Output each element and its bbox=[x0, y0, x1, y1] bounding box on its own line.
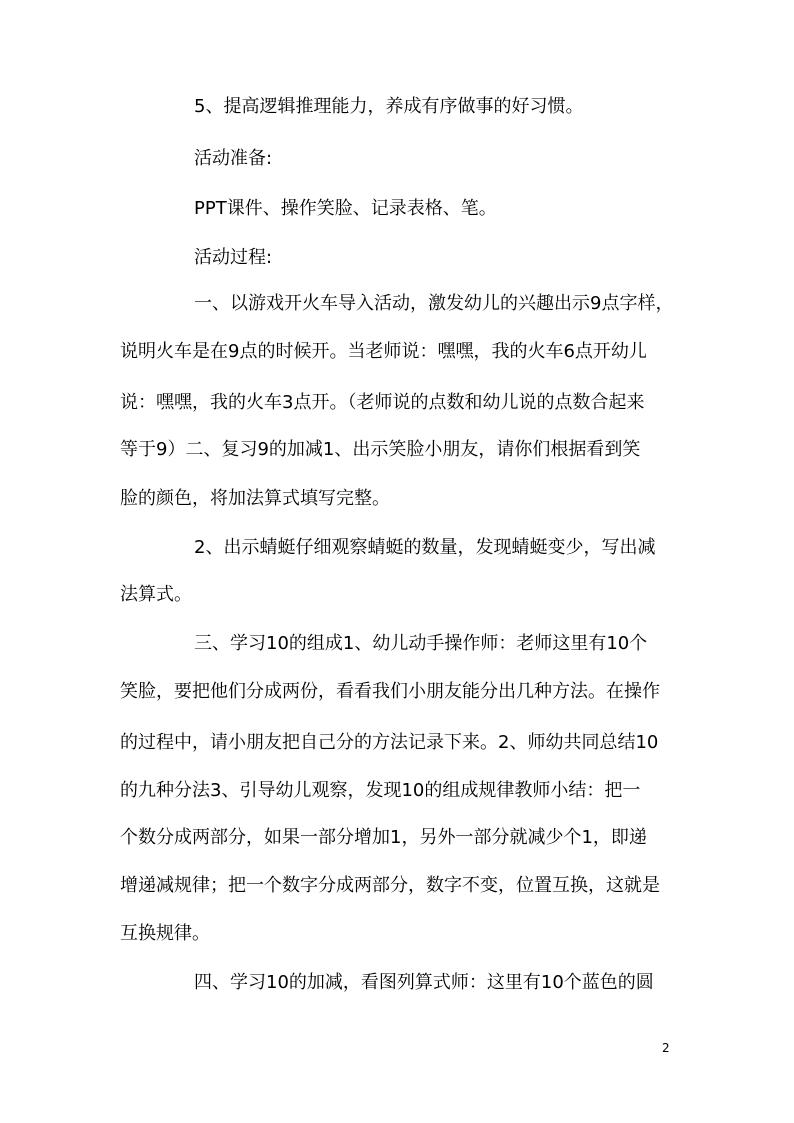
text-line: 等于9）二、复习9的加减1、出示笑脸小朋友，请你们根据看到笑 bbox=[120, 439, 641, 460]
text-line: 的九种分法3、引导幼儿观察，发现10的组成规律教师小结：把一 bbox=[120, 780, 641, 801]
text-line: 四、学习10的加减，看图列算式师：这里有10个蓝色的圆 bbox=[194, 972, 654, 993]
text-line: 笑脸，要把他们分成两份，看看我们小朋友能分出几种方法。在操作 bbox=[120, 681, 660, 702]
text-line: 说：嘿嘿，我的火车3点开。（老师说的点数和幼儿说的点数合起来 bbox=[120, 392, 645, 413]
text-line: 三、学习10的组成1、幼儿动手操作师：老师这里有10个 bbox=[194, 633, 648, 654]
text-line: 个数分成两部分，如果一部分增加1，另外一部分就减少个1，即递 bbox=[120, 827, 647, 848]
text-line: 2、出示蜻蜓仔细观察蜻蜓的数量，发现蜻蜓变少，写出减 bbox=[194, 537, 656, 558]
text-line: 一、以游戏开火车导入活动，激发幼儿的兴趣出示9点字样， bbox=[194, 293, 674, 314]
text-line: 法算式。 bbox=[120, 584, 192, 605]
text-line-heading-process: 活动过程: bbox=[194, 247, 273, 268]
text-line-materials: PPT课件、操作笑脸、记录表格、笔。 bbox=[194, 198, 497, 219]
text-line: 增递减规律；把一个数字分成两部分，数字不变，位置互换，这就是 bbox=[120, 875, 660, 896]
text-line: 说明火车是在9点的时候开。当老师说：嘿嘿，我的火车6点开幼儿 bbox=[120, 341, 647, 362]
text-line: 的过程中，请小朋友把自己分的方法记录下来。2、师幼共同总结10 bbox=[120, 732, 659, 753]
text-line-heading-preparation: 活动准备: bbox=[194, 148, 273, 169]
text-line: 互换规律。 bbox=[120, 923, 210, 944]
page-number: 2 bbox=[662, 1041, 670, 1055]
text-line-objective-5: 5、提高逻辑推理能力，养成有序做事的好习惯。 bbox=[194, 96, 584, 117]
text-line: 脸的颜色，将加法算式填写完整。 bbox=[120, 488, 390, 509]
